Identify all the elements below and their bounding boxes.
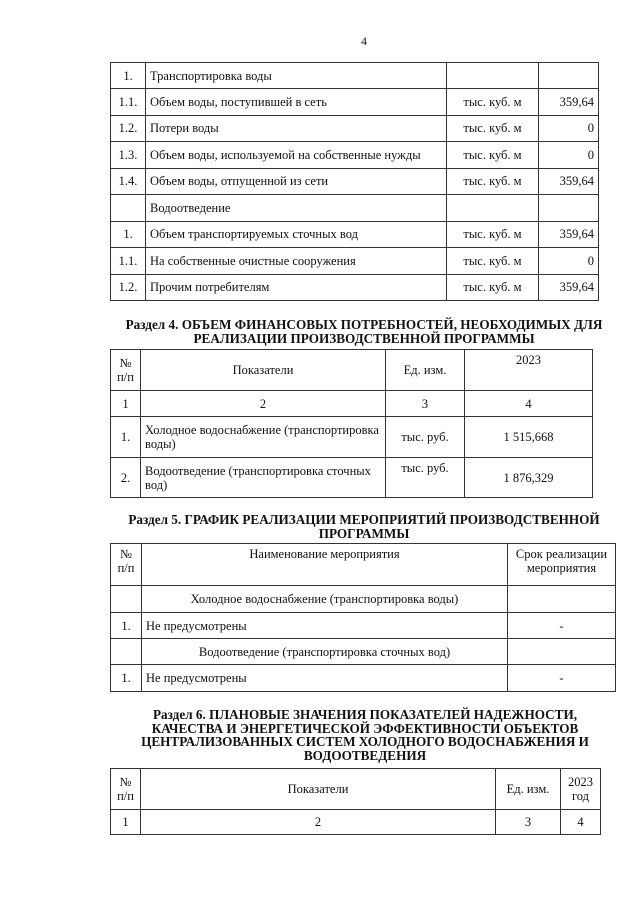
row-num: 1.3. [111,142,146,169]
row-unit [447,63,539,89]
row-num: 1. [111,63,146,89]
row-num: 1. [111,613,142,639]
row-value: 359,64 [539,221,599,248]
header-num: № п/п [111,350,141,391]
table-row [111,115,599,142]
row-unit: тыс. куб. м [447,142,539,169]
row-num: 1. [111,665,142,692]
row-num: 1.2. [111,274,146,301]
header-unit: Ед. изм. [386,350,465,391]
row-value [539,63,599,89]
row-value: 0 [539,248,599,275]
header-indicator: Показатели [141,350,386,391]
table-row [111,613,616,639]
header-row [111,544,616,586]
row-value: 1 876,329 [465,458,593,498]
row-value [539,195,599,222]
row-name: Холодное водоснабжение (транспортировка воды) [141,417,386,458]
row-name: Объем воды, поступившей в сеть [146,89,447,116]
volume-table [110,62,599,301]
header-num: № п/п [111,769,141,810]
row-name: Не предусмотрены [142,665,508,692]
row-unit: тыс. куб. м [447,89,539,116]
row-num [111,195,146,222]
row-num: 1. [111,417,141,458]
row-unit: тыс. куб. м [447,168,539,195]
row-term: - [508,613,616,639]
table-row [111,417,593,458]
row-name: Водоотведение [146,195,447,222]
row-value: 0 [539,115,599,142]
row-name: Объем транспортируемых сточных вод [146,221,447,248]
page-number: 4 [361,34,367,48]
row-name: Объем воды, отпущенной из сети [146,168,447,195]
row-unit: тыс. руб. [386,458,465,498]
row-name: Транспортировка воды [146,63,447,89]
table-row [111,458,593,498]
header-row [111,769,601,810]
row-unit: тыс. куб. м [447,248,539,275]
section6-title: Раздел 6. ПЛАНОВЫЕ ЗНАЧЕНИЯ ПОКАЗАТЕЛЕЙ НАДЕЖНОСТИ, КАЧЕСТВА И ЭНЕРГЕТИЧЕСКОЙ ЭФФЕКТИВНОСТИ ОБЪЕКТОВ ЦЕНТРАЛИЗОВАННЫХ СИСТЕМ ХОЛОДНОГО ВОДОСНАБЖЕНИЯ И ВОДООТВЕДЕНИЯ [141,707,589,763]
row-num: 1.1. [111,248,146,275]
empty-cell [111,586,142,613]
section5-title: Раздел 5. ГРАФИК РЕАЛИЗАЦИИ МЕРОПРИЯТИЙ ПРОИЗВОДСТВЕННОЙ ПРОГРАММЫ [128,512,600,541]
row-value: 359,64 [539,89,599,116]
header-term: Срок реализации мероприятия [508,544,616,586]
row-name: Не предусмотрены [142,613,508,639]
row-num: 2. [111,458,141,498]
row-name: Потери воды [146,115,447,142]
header-num: № п/п [111,544,142,586]
col-number: 2 [141,391,386,417]
row-num: 1.1. [111,89,146,116]
row-unit: тыс. куб. м [447,115,539,142]
group-label: Холодное водоснабжение (транспортировка воды) [142,586,508,613]
row-unit [447,195,539,222]
row-name: Прочим потребителям [146,274,447,301]
row-name: На собственные очистные сооружения [146,248,447,275]
table-row [111,142,599,169]
table-row [111,221,599,248]
table-row [111,665,616,692]
col-number: 1 [111,810,141,835]
table-row [111,248,599,275]
table-row [111,63,599,89]
header-row [111,350,593,391]
row-name: Водоотведение (транспортировка сточных вод) [141,458,386,498]
col-number: 2 [141,810,496,835]
col-number: 3 [386,391,465,417]
group-row [111,639,616,665]
table-row [111,274,599,301]
empty-cell [508,586,616,613]
row-unit: тыс. куб. м [447,221,539,248]
col-number: 3 [496,810,561,835]
header-year: 2023 [465,350,593,391]
column-number-row [111,391,593,417]
header-year: 2023 год [561,769,601,810]
row-value: 1 515,668 [465,417,593,458]
row-value: 0 [539,142,599,169]
row-value: 359,64 [539,168,599,195]
row-term: - [508,665,616,692]
table-row [111,195,599,222]
row-name: Объем воды, используемой на собственные нужды [146,142,447,169]
col-number: 4 [465,391,593,417]
row-num: 1.2. [111,115,146,142]
column-number-row [111,810,601,835]
indicators-table [110,768,601,835]
header-indicator: Показатели [141,769,496,810]
table-row [111,168,599,195]
table-row [111,89,599,116]
col-number: 1 [111,391,141,417]
row-num: 1.4. [111,168,146,195]
section4-title: Раздел 4. ОБЪЕМ ФИНАНСОВЫХ ПОТРЕБНОСТЕЙ, НЕОБХОДИМЫХ ДЛЯ РЕАЛИЗАЦИИ ПРОИЗВОДСТВЕННОЙ ПРОГРАММЫ [125,317,603,346]
schedule-table [110,543,616,692]
row-unit: тыс. куб. м [447,274,539,301]
row-value: 359,64 [539,274,599,301]
empty-cell [508,639,616,665]
row-unit: тыс. руб. [386,417,465,458]
finance-table [110,349,593,498]
col-number: 4 [561,810,601,835]
empty-cell [111,639,142,665]
group-row [111,586,616,613]
group-label: Водоотведение (транспортировка сточных вод) [142,639,508,665]
row-num: 1. [111,221,146,248]
header-unit: Ед. изм. [496,769,561,810]
header-activity: Наименование мероприятия [142,544,508,586]
